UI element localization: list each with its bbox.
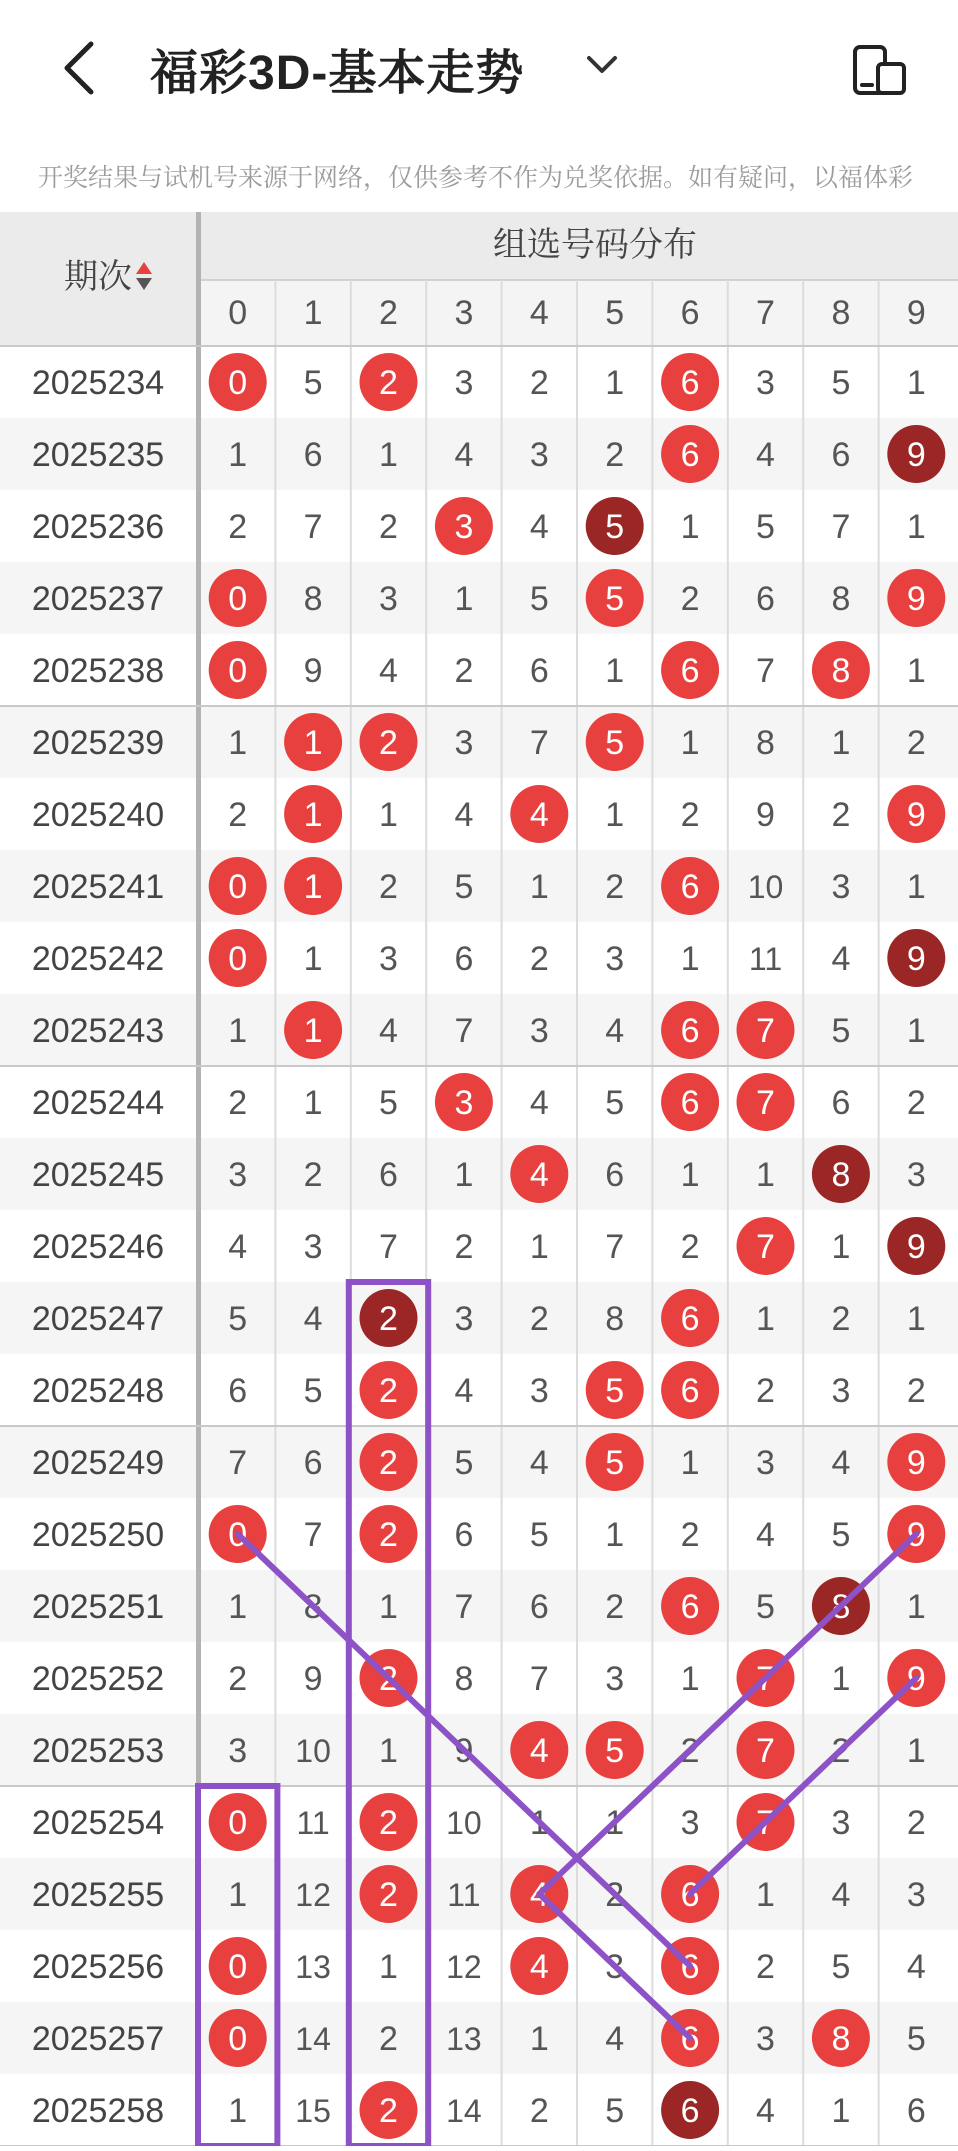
miss-count: 6 [529, 1588, 549, 1626]
issue-label: 2025238 [31, 652, 165, 690]
miss-count: 7 [228, 1444, 248, 1482]
hit-number: 5 [605, 508, 625, 546]
miss-count: 1 [680, 1444, 700, 1482]
miss-count: 5 [831, 1948, 851, 1986]
back-arrow-icon[interactable] [55, 38, 105, 98]
miss-count: 2 [906, 1804, 926, 1842]
miss-count: 7 [831, 508, 851, 546]
hit-number: 9 [906, 436, 926, 474]
miss-count: 2 [906, 1084, 926, 1122]
digit-header-6: 6 [680, 294, 700, 332]
miss-count: 13 [295, 1949, 331, 1985]
miss-count: 4 [529, 508, 549, 546]
miss-count: 3 [605, 1660, 625, 1698]
miss-count: 6 [529, 652, 549, 690]
hit-number: 8 [831, 1156, 851, 1194]
miss-count: 1 [228, 436, 248, 474]
miss-count: 1 [303, 1084, 323, 1122]
digit-header-9: 9 [906, 294, 926, 332]
hit-number: 5 [605, 1372, 625, 1410]
miss-count: 8 [454, 1660, 474, 1698]
miss-count: 2 [529, 364, 549, 402]
miss-count: 1 [605, 1804, 625, 1842]
issue-label: 2025235 [31, 436, 165, 474]
hit-number: 7 [756, 1228, 775, 1266]
hit-number: 8 [831, 652, 851, 690]
miss-count: 15 [295, 2093, 331, 2129]
hit-number: 6 [680, 1372, 700, 1410]
miss-count: 3 [454, 724, 474, 762]
miss-count: 7 [454, 1012, 474, 1050]
hit-number: 5 [605, 724, 625, 762]
miss-count: 10 [446, 1805, 482, 1841]
miss-count: 5 [756, 1588, 775, 1626]
miss-count: 5 [379, 1084, 398, 1122]
miss-count: 2 [379, 2020, 398, 2058]
miss-count: 2 [680, 580, 700, 618]
miss-count: 1 [454, 580, 474, 618]
miss-count: 4 [529, 1444, 549, 1482]
miss-count: 2 [605, 868, 625, 906]
issue-label: 2025244 [31, 1084, 165, 1122]
miss-count: 2 [906, 1372, 926, 1410]
issue-label: 2025236 [31, 508, 165, 546]
miss-count: 4 [379, 1012, 398, 1050]
hit-number: 4 [529, 1876, 549, 1914]
hit-number: 1 [303, 796, 323, 834]
issue-label: 2025243 [31, 1012, 165, 1050]
miss-count: 1 [831, 2092, 851, 2130]
miss-count: 6 [454, 1516, 474, 1554]
hit-number: 7 [756, 1084, 775, 1122]
miss-count: 3 [831, 1804, 851, 1842]
miss-count: 2 [756, 1948, 775, 1986]
hit-number: 6 [680, 364, 700, 402]
issue-label: 2025255 [31, 1876, 165, 1914]
miss-count: 6 [906, 2092, 926, 2130]
miss-count: 1 [831, 724, 851, 762]
hit-number: 1 [303, 724, 323, 762]
miss-count: 6 [228, 1372, 248, 1410]
miss-count: 1 [756, 1876, 775, 1914]
hit-number: 9 [906, 940, 926, 978]
miss-count: 11 [447, 1877, 481, 1913]
miss-count: 11 [296, 1805, 330, 1841]
miss-count: 8 [303, 580, 323, 618]
miss-count: 3 [756, 1444, 775, 1482]
miss-count: 3 [454, 364, 474, 402]
hit-number: 0 [228, 868, 248, 906]
digit-header-2: 2 [379, 294, 398, 332]
hit-number: 6 [680, 1876, 700, 1914]
hit-number: 4 [529, 796, 549, 834]
hit-number: 9 [906, 1660, 926, 1698]
miss-count: 1 [906, 1012, 926, 1050]
miss-count: 4 [756, 2092, 775, 2130]
miss-count: 2 [454, 652, 474, 690]
miss-count: 12 [446, 1949, 482, 1985]
miss-count: 3 [605, 1948, 625, 1986]
miss-count: 1 [906, 868, 926, 906]
issue-label: 2025242 [31, 940, 165, 978]
miss-count: 1 [680, 1156, 700, 1194]
miss-count: 13 [446, 2021, 482, 2057]
hit-number: 0 [228, 364, 248, 402]
issue-label: 2025248 [31, 1372, 165, 1410]
miss-count: 1 [906, 1300, 926, 1338]
hit-number: 6 [680, 868, 700, 906]
miss-count: 2 [680, 1516, 700, 1554]
hit-number: 6 [680, 1948, 700, 1986]
miss-count: 6 [831, 436, 851, 474]
miss-count: 4 [605, 2020, 625, 2058]
hit-number: 2 [379, 1660, 398, 1698]
hit-number: 6 [680, 2092, 700, 2130]
hit-number: 2 [379, 1876, 398, 1914]
hit-number: 0 [228, 1804, 248, 1842]
miss-count: 1 [605, 796, 625, 834]
miss-count: 4 [906, 1948, 926, 1986]
miss-count: 14 [295, 2021, 331, 2057]
miss-count: 3 [228, 1156, 248, 1194]
miss-count: 8 [831, 580, 851, 618]
hit-number: 2 [379, 1300, 398, 1338]
miss-count: 1 [379, 1948, 398, 1986]
miss-count: 4 [454, 1372, 474, 1410]
miss-count: 2 [228, 508, 248, 546]
miss-count: 6 [454, 940, 474, 978]
miss-count: 4 [831, 940, 851, 978]
miss-count: 5 [454, 868, 474, 906]
miss-count: 5 [529, 580, 549, 618]
hit-number: 4 [529, 1156, 549, 1194]
miss-count: 9 [303, 1660, 323, 1698]
miss-count: 1 [379, 436, 398, 474]
miss-count: 3 [228, 1732, 248, 1770]
miss-count: 10 [747, 869, 784, 905]
hit-number: 5 [605, 580, 625, 618]
miss-count: 3 [831, 868, 851, 906]
hit-number: 6 [680, 436, 700, 474]
miss-count: 1 [906, 508, 926, 546]
hit-number: 9 [906, 1444, 926, 1482]
device-switch-icon[interactable] [850, 44, 908, 96]
issue-label: 2025240 [31, 796, 165, 834]
miss-count: 1 [379, 1588, 398, 1626]
miss-count: 9 [303, 652, 323, 690]
miss-count: 7 [454, 1588, 474, 1626]
miss-count: 1 [454, 1156, 474, 1194]
miss-count: 6 [831, 1084, 851, 1122]
issue-label: 2025246 [31, 1228, 165, 1266]
miss-count: 14 [446, 2093, 482, 2129]
hit-number: 4 [529, 1948, 549, 1986]
miss-count: 5 [831, 1516, 851, 1554]
miss-count: 3 [303, 1228, 323, 1266]
chevron-down-icon[interactable] [585, 50, 619, 78]
miss-count: 1 [756, 1300, 775, 1338]
hit-number: 2 [379, 2092, 398, 2130]
miss-count: 1 [680, 940, 700, 978]
miss-count: 5 [605, 2092, 625, 2130]
hit-number: 5 [605, 1444, 625, 1482]
hit-number: 0 [228, 2020, 248, 2058]
miss-count: 3 [529, 1012, 549, 1050]
issue-label: 2025250 [31, 1516, 165, 1554]
miss-count: 2 [680, 1228, 700, 1266]
miss-count: 3 [454, 1300, 474, 1338]
miss-count: 1 [303, 940, 323, 978]
miss-count: 2 [228, 1084, 248, 1122]
miss-count: 4 [831, 1444, 851, 1482]
miss-count: 1 [756, 1156, 775, 1194]
miss-count: 5 [303, 1372, 323, 1410]
miss-count: 2 [454, 1228, 474, 1266]
miss-count: 6 [756, 580, 775, 618]
miss-count: 1 [228, 724, 248, 762]
miss-count: 3 [906, 1876, 926, 1914]
miss-count: 5 [831, 364, 851, 402]
miss-count: 1 [605, 652, 625, 690]
miss-count: 6 [303, 1444, 323, 1482]
issue-label: 2025234 [31, 364, 165, 402]
miss-count: 5 [454, 1444, 474, 1482]
digit-header-8: 8 [831, 294, 851, 332]
hit-number: 0 [228, 1948, 248, 1986]
miss-count: 1 [529, 2020, 549, 2058]
hit-number: 9 [906, 1228, 926, 1266]
miss-count: 4 [756, 1516, 775, 1554]
miss-count: 2 [529, 1300, 549, 1338]
digit-header-4: 4 [529, 294, 549, 332]
digit-header-5: 5 [605, 294, 625, 332]
miss-count: 10 [295, 1733, 331, 1769]
miss-count: 12 [295, 1877, 331, 1913]
issue-label: 2025254 [31, 1804, 165, 1842]
miss-count: 3 [906, 1156, 926, 1194]
miss-count: 8 [756, 724, 775, 762]
issue-label: 2025249 [31, 1444, 165, 1482]
hit-number: 2 [379, 364, 398, 402]
trend-grid [0, 212, 958, 2146]
miss-count: 7 [379, 1228, 398, 1266]
hit-number: 6 [680, 1588, 700, 1626]
miss-count: 5 [756, 508, 775, 546]
miss-count: 5 [303, 364, 323, 402]
miss-count: 3 [529, 1372, 549, 1410]
miss-count: 4 [831, 1876, 851, 1914]
miss-count: 1 [605, 364, 625, 402]
hit-number: 0 [228, 1516, 248, 1554]
hit-number: 6 [680, 2020, 700, 2058]
hit-number: 2 [379, 1804, 398, 1842]
hit-number: 1 [303, 868, 323, 906]
miss-count: 7 [529, 724, 549, 762]
hit-number: 0 [228, 652, 248, 690]
miss-count: 5 [605, 1084, 625, 1122]
miss-count: 4 [379, 652, 398, 690]
miss-count: 11 [748, 941, 783, 977]
miss-count: 3 [379, 940, 398, 978]
miss-count: 1 [529, 868, 549, 906]
miss-count: 2 [228, 1660, 248, 1698]
issue-label: 2025258 [31, 2092, 165, 2130]
miss-count: 1 [228, 1012, 248, 1050]
hit-number: 7 [756, 1804, 775, 1842]
issue-label: 2025257 [31, 2020, 165, 2058]
hit-number: 2 [379, 1516, 398, 1554]
hit-number: 8 [831, 2020, 851, 2058]
top-bar [0, 0, 958, 135]
miss-count: 1 [906, 652, 926, 690]
miss-count: 1 [906, 1588, 926, 1626]
miss-count: 2 [605, 1588, 625, 1626]
miss-count: 1 [228, 1876, 248, 1914]
miss-count: 2 [680, 1732, 700, 1770]
miss-count: 4 [756, 436, 775, 474]
hit-number: 9 [906, 1516, 926, 1554]
miss-count: 2 [529, 2092, 549, 2130]
miss-count: 6 [379, 1156, 398, 1194]
miss-count: 1 [379, 1732, 398, 1770]
miss-count: 4 [529, 1084, 549, 1122]
hit-number: 7 [756, 1732, 775, 1770]
miss-count: 3 [605, 940, 625, 978]
miss-count: 1 [831, 1228, 851, 1266]
miss-count: 2 [605, 436, 625, 474]
miss-count: 2 [680, 796, 700, 834]
miss-count: 4 [454, 436, 474, 474]
hit-number: 3 [454, 508, 474, 546]
miss-count: 9 [756, 796, 775, 834]
group-distribution-header: 组选号码分布 [493, 226, 697, 264]
miss-count: 3 [379, 580, 398, 618]
miss-count: 2 [906, 724, 926, 762]
miss-count: 3 [831, 1372, 851, 1410]
miss-count: 2 [831, 796, 851, 834]
hit-number: 6 [680, 1012, 700, 1050]
miss-count: 3 [756, 364, 775, 402]
miss-count: 4 [454, 796, 474, 834]
miss-count: 1 [379, 796, 398, 834]
issue-label: 2025256 [31, 1948, 165, 1986]
miss-count: 1 [529, 1804, 549, 1842]
miss-count: 6 [605, 1156, 625, 1194]
hit-number: 4 [529, 1732, 549, 1770]
miss-count: 2 [605, 1876, 625, 1914]
issue-label: 2025241 [31, 868, 165, 906]
hit-number: 6 [680, 652, 700, 690]
hit-number: 7 [756, 1660, 775, 1698]
hit-number: 2 [379, 1444, 398, 1482]
issue-label: 2025239 [31, 724, 165, 762]
miss-count: 2 [228, 796, 248, 834]
miss-count: 7 [303, 508, 323, 546]
miss-count: 2 [756, 1372, 775, 1410]
miss-count: 2 [831, 1300, 851, 1338]
issue-column-header: 期次 [64, 258, 132, 296]
miss-count: 3 [680, 1804, 700, 1842]
miss-count: 1 [906, 364, 926, 402]
miss-count: 1 [680, 1660, 700, 1698]
miss-count: 1 [906, 1732, 926, 1770]
miss-count: 1 [529, 1228, 549, 1266]
miss-count: 4 [303, 1300, 323, 1338]
miss-count: 2 [379, 508, 398, 546]
issue-label: 2025247 [31, 1300, 165, 1338]
digit-header-7: 7 [756, 294, 775, 332]
miss-count: 7 [303, 1516, 323, 1554]
digit-header-3: 3 [454, 294, 474, 332]
issue-label: 2025245 [31, 1156, 165, 1194]
miss-count: 8 [605, 1300, 625, 1338]
miss-count: 2 [831, 1732, 851, 1770]
hit-number: 0 [228, 940, 248, 978]
miss-count: 3 [756, 2020, 775, 2058]
miss-count: 2 [379, 868, 398, 906]
miss-count: 9 [454, 1732, 474, 1770]
miss-count: 4 [228, 1228, 248, 1266]
miss-count: 5 [906, 2020, 926, 2058]
hit-number: 8 [831, 1588, 851, 1626]
miss-count: 7 [529, 1660, 549, 1698]
hit-number: 6 [680, 1300, 700, 1338]
miss-count: 1 [680, 724, 700, 762]
hit-number: 5 [605, 1732, 625, 1770]
miss-count: 3 [529, 436, 549, 474]
miss-count: 1 [831, 1660, 851, 1698]
miss-count: 5 [529, 1516, 549, 1554]
miss-count: 7 [756, 652, 775, 690]
hit-number: 9 [906, 580, 926, 618]
disclaimer-notice: 开奖结果与试机号来源于网络，仅供参考不作为兑奖依据。如有疑问，以福体彩 [38, 164, 914, 192]
hit-number: 9 [906, 796, 926, 834]
issue-label: 2025252 [31, 1660, 165, 1698]
hit-number: 1 [303, 1012, 323, 1050]
issue-label: 2025237 [31, 580, 165, 618]
miss-count: 1 [605, 1516, 625, 1554]
miss-count: 5 [831, 1012, 851, 1050]
miss-count: 2 [303, 1156, 323, 1194]
miss-count: 4 [605, 1012, 625, 1050]
miss-count: 6 [303, 436, 323, 474]
miss-count: 5 [228, 1300, 248, 1338]
miss-count: 2 [529, 940, 549, 978]
digit-header-0: 0 [228, 294, 248, 332]
hit-number: 3 [454, 1084, 474, 1122]
hit-number: 2 [379, 1372, 398, 1410]
miss-count: 8 [303, 1588, 323, 1626]
issue-label: 2025253 [31, 1732, 165, 1770]
hit-number: 2 [379, 724, 398, 762]
digit-header-1: 1 [303, 294, 323, 332]
hit-number: 7 [756, 1012, 775, 1050]
miss-count: 1 [228, 1588, 248, 1626]
issue-label: 2025251 [31, 1588, 165, 1626]
page-title: 福彩3D-基本走势 [150, 47, 525, 100]
hit-number: 0 [228, 580, 248, 618]
miss-count: 7 [605, 1228, 625, 1266]
trend-table[interactable] [0, 212, 958, 2146]
miss-count: 1 [228, 2092, 248, 2130]
miss-count: 1 [680, 508, 700, 546]
hit-number: 6 [680, 1084, 700, 1122]
